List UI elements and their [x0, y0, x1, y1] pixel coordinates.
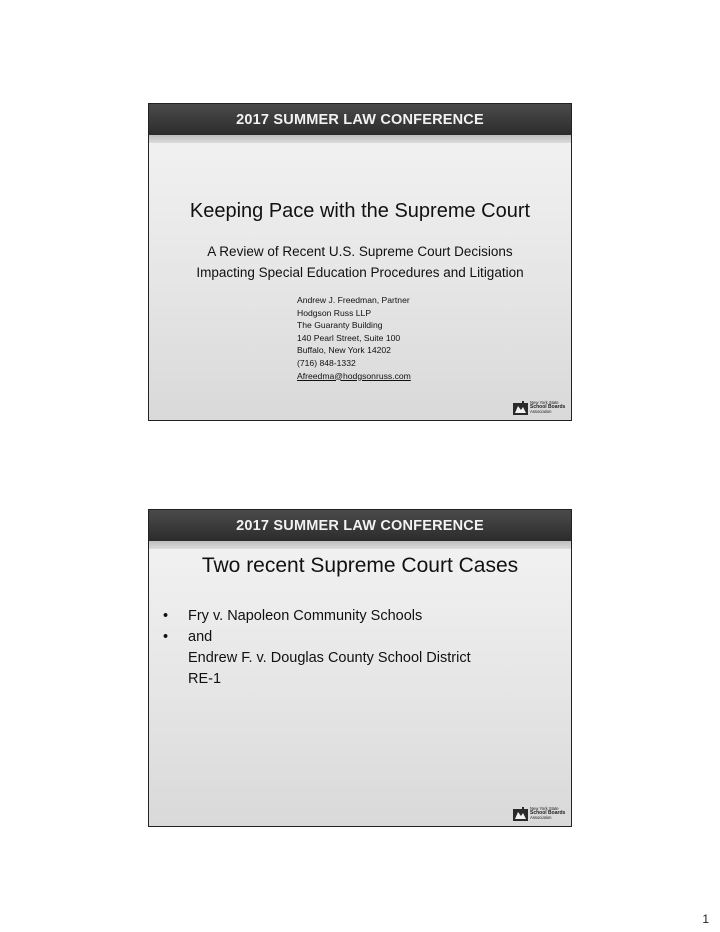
subtitle-line: Impacting Special Education Procedures and Litigation [196, 265, 524, 280]
logo-text: New York State School Boards Association [530, 399, 566, 414]
banner-band [149, 135, 571, 143]
bullet-item [163, 606, 563, 627]
bullet-item [163, 627, 563, 690]
nyssba-logo-icon [513, 401, 528, 415]
contact-firm: Hodgson Russ LLP [297, 307, 372, 318]
slide-1 [148, 103, 572, 421]
slide-title: Two recent Supreme Court Cases [201, 554, 519, 577]
contact-street: 140 Pearl Street, Suite 100 [297, 332, 401, 343]
bullet-icon: • [163, 629, 169, 645]
subtitle-line: A Review of Recent U.S. Supreme Court Decisions [207, 244, 513, 259]
conference-banner: 2017 SUMMER LAW CONFERENCE [149, 104, 571, 135]
slide-2 [148, 509, 572, 827]
nyssba-logo-icon [513, 807, 528, 821]
contact-phone: (716) 848-1332 [297, 357, 356, 368]
slide-subtitle [149, 241, 571, 283]
contact-building: The Guaranty Building [297, 320, 383, 331]
bullet-text: and Endrew F. v. Douglas County School District RE-1 [188, 629, 471, 687]
bullet-text: Fry v. Napoleon Community Schools [188, 608, 423, 624]
logo-text: New York State School Boards Association [530, 805, 566, 820]
conference-banner: 2017 SUMMER LAW CONFERENCE [149, 510, 571, 541]
slide-title: Keeping Pace with the Supreme Court [189, 200, 531, 222]
bullet-list [163, 606, 563, 690]
bullet-icon: • [163, 608, 169, 624]
banner-band [149, 541, 571, 549]
page-number: 1 [702, 912, 709, 926]
nyssba-logo [513, 399, 565, 416]
contact-city: Buffalo, New York 14202 [297, 345, 391, 356]
contact-name: Andrew J. Freedman, Partner [297, 295, 410, 305]
nyssba-logo [513, 805, 565, 822]
contact-email-link[interactable]: Afreedma@hodgsonruss.com [297, 370, 411, 381]
contact-block [297, 294, 411, 382]
